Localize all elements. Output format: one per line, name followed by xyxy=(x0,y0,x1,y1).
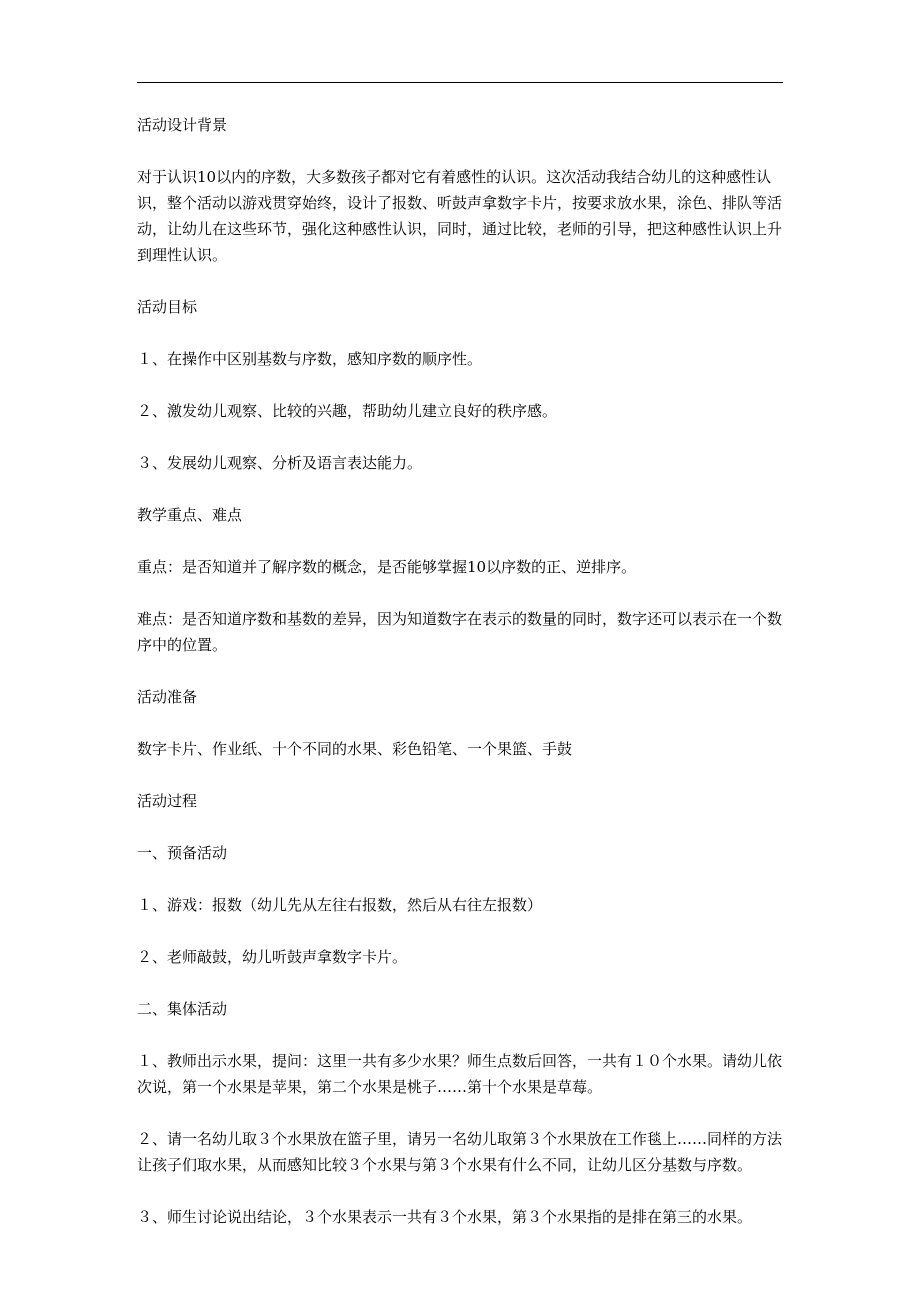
heading-key-points: 教学重点、难点 xyxy=(137,506,243,524)
group-item-3: ３、师生讨论说出结论，３个水果表示一共有３个水果，第３个水果指的是排在第三的水果。 xyxy=(137,1208,753,1226)
paragraph-key-point: 重点：是否知道并了解序数的概念，是否能够掌握10以序数的正、逆排序。 xyxy=(137,558,637,576)
heading-process: 活动过程 xyxy=(137,792,198,810)
group-item-1: １、教师出示水果，提问：这里一共有多少水果？师生点数后回答，一共有１０个水果。请幼儿依次说，第一个水果是苹果，第二个水果是桃子……第十个水果是草莓。 xyxy=(137,1052,783,1096)
section-warmup: 一、预备活动 xyxy=(137,844,228,862)
document-body xyxy=(137,112,785,1256)
heading-preparation: 活动准备 xyxy=(137,688,198,706)
heading-background: 活动设计背景 xyxy=(137,116,228,134)
heading-goals: 活动目标 xyxy=(137,298,198,316)
paragraph-background: 对于认识10以内的序数，大多数孩子都对它有着感性的认识。这次活动我结合幼儿的这种感性认识，整个活动以游戏贯穿始终，设计了报数、听鼓声拿数字卡片，按要求放水果，涂色、排队等活动，让幼儿在这些环节，强化这种感性认识，同时，通过比较，老师的引导，把这种感性认识上升到理性认识。 xyxy=(137,168,783,264)
header-rule xyxy=(137,82,783,83)
group-item-2: ２、请一名幼儿取３个水果放在篮子里，请另一名幼儿取第３个水果放在工作毯上……同样的方法让孩子们取水果，从而感知比较３个水果与第３个水果有什么不同，让幼儿区分基数与序数。 xyxy=(137,1130,783,1174)
goal-item-3: ３、发展幼儿观察、分析及语言表达能力。 xyxy=(137,454,423,472)
paragraph-difficulty: 难点：是否知道序数和基数的差异，因为知道数字在表示的数量的同时，数字还可以表示在一个数序中的位置。 xyxy=(137,610,783,654)
warmup-item-1: １、游戏：报数（幼儿先从左往右报数，然后从右往左报数） xyxy=(137,896,543,914)
warmup-item-2: ２、老师敲鼓，幼儿听鼓声拿数字卡片。 xyxy=(137,948,408,966)
goal-item-2: ２、激发幼儿观察、比较的兴趣，帮助幼儿建立良好的秩序感。 xyxy=(137,402,558,420)
paragraph-materials: 数字卡片、作业纸、十个不同的水果、彩色铅笔、一个果篮、手鼓 xyxy=(137,740,573,758)
goal-item-1: １、在操作中区别基数与序数，感知序数的顺序性。 xyxy=(137,350,483,368)
section-group: 二、集体活动 xyxy=(137,1000,228,1018)
